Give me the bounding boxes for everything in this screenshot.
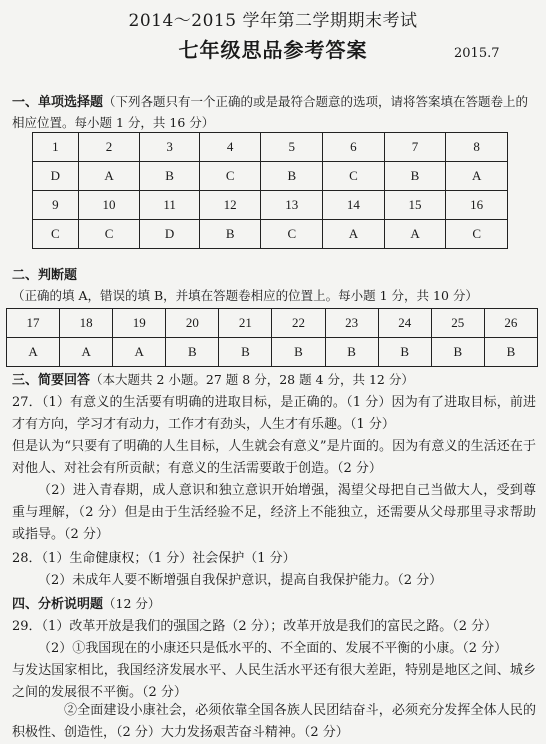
section1-cell: 7 [384, 133, 446, 162]
section1-cell: 15 [384, 191, 446, 220]
section4-heading-block [12, 594, 538, 615]
section2-cell: 23 [325, 309, 378, 338]
section2-cell: 20 [166, 309, 219, 338]
section2-cell: B [219, 338, 272, 367]
section1-cell: B [140, 162, 200, 191]
q27-part1-answer: 27．（1）有意义的生活要有明确的进取目标，是正确的。（1 分）因为有了进取目标，前进才有方向，学习才有动力，工作才有劲头，人生才有乐趣。（1 分） [12, 395, 536, 432]
section2-note: （正确的填 A，错误的填 B，并填在答题卷相应的位置上。每小题 1 分，共 10 分） [12, 288, 478, 303]
section1-cell: 2 [78, 133, 140, 162]
section1-cell: 4 [199, 133, 261, 162]
section1-row [33, 133, 508, 162]
section2-row [7, 309, 538, 338]
section2-cell: A [113, 338, 166, 367]
section1-cell: C [323, 162, 385, 191]
section2-cell: 21 [219, 309, 272, 338]
section2-answer-table [6, 308, 538, 367]
section3-heading: 三、简要回答 [12, 373, 91, 388]
section1-cell: B [384, 162, 446, 191]
q29-part2-answer: （2）①我国现在的小康还只是低水平的、不全面的、发展不平衡的小康。（2 分） [38, 641, 508, 656]
q29-part2-point2: ②全面建设小康社会，必须依靠全国各族人民团结奋斗，必须充分发挥全体人民的积极性、创造性，（2 分）大力发扬艰苦奋斗精神。（2 分） [12, 703, 536, 740]
section1-cell: C [78, 220, 140, 249]
section2-cell: 25 [431, 309, 484, 338]
section1-note: （下列各题只有一个正确的或是最符合题意的选项，请将答案填在答题卷上的相应位置。每小题 1 分，共 16 分） [12, 94, 529, 130]
section1-cell: C [33, 220, 79, 249]
section3-heading-block [12, 370, 538, 391]
section2-cell: B [378, 338, 431, 367]
section1-cell: C [446, 220, 508, 249]
q27-part1-continued: 但是认为“只要有了明确的人生目标，人生就会有意义”是片面的。因为有意义的生活还在于对他人、对社会有所贡献；有意义的生活需要敢于创造。（2 分） [12, 439, 536, 476]
section1-cell: 1 [33, 133, 79, 162]
section2-cell: 17 [7, 309, 60, 338]
section2-cell: 18 [60, 309, 113, 338]
section2-cell: A [60, 338, 113, 367]
section1-answer-table [32, 132, 508, 249]
section1-cell: A [78, 162, 140, 191]
section2-cell: 22 [272, 309, 325, 338]
section1-heading-block [12, 92, 538, 134]
section1-cell: D [140, 220, 200, 249]
section2-cell: B [272, 338, 325, 367]
section2-cell: A [7, 338, 60, 367]
section1-cell: C [261, 220, 323, 249]
section1-cell: 8 [446, 133, 508, 162]
section1-cell: B [261, 162, 323, 191]
section1-cell: C [199, 162, 261, 191]
section4-note: （12 分） [103, 596, 161, 611]
section2-heading-block [12, 266, 538, 307]
section1-cell: 5 [261, 133, 323, 162]
exam-date: 2015.7 [454, 46, 500, 61]
section2-cell: 24 [378, 309, 431, 338]
section1-cell: 6 [323, 133, 385, 162]
section3-note: （本大题共 2 小题。27 题 8 分，28 题 4 分，共 12 分） [90, 372, 414, 387]
q29-part2-continued: 与发达国家相比，我国经济发展水平、人民生活水平还有很大差距，特别是地区之间、城乡之间的发展很不平衡。（2 分） [12, 663, 536, 700]
section1-cell: 13 [261, 191, 323, 220]
section1-row [33, 162, 508, 191]
page-title: 七年级思品参考答案 [178, 38, 368, 62]
q28-part2-answer: （2）未成年人要不断增强自我保护意识，提高自我保护能力。（2 分） [38, 573, 443, 588]
section2-cell: B [166, 338, 219, 367]
section1-cell: D [33, 162, 79, 191]
q27-part2-answer: （2）进入青春期，成人意识和独立意识开始增强，渴望父母把自己当做大人，受到尊重与理解，（2 分）但是由于生活经验不足，经济上不能独立，还需要从父母那里寻求帮助或指导。（2 分） [12, 483, 536, 542]
section2-heading: 二、判断题 [12, 268, 78, 283]
section1-cell: 16 [446, 191, 508, 220]
section2-row [7, 338, 538, 367]
section2-cell: 26 [484, 309, 537, 338]
section1-row [33, 220, 508, 249]
section2-cell: B [325, 338, 378, 367]
section2-cell: B [431, 338, 484, 367]
section1-cell: 12 [199, 191, 261, 220]
exam-year-title: 2014～2015 学年第二学期期末考试 [128, 11, 418, 31]
q28-part1-answer: 28．（1）生命健康权；（1 分）社会保护（1 分） [12, 551, 296, 566]
section1-heading: 一、单项选择题 [12, 95, 104, 110]
section1-cell: A [384, 220, 446, 249]
q29-part1-answer: 29．（1）改革开放是我们的强国之路（2 分）；改革开放是我们的富民之路。（2 分） [12, 619, 498, 634]
section1-cell: 14 [323, 191, 385, 220]
section1-cell: 10 [78, 191, 140, 220]
section2-cell: B [484, 338, 537, 367]
section1-cell: B [199, 220, 261, 249]
section1-row [33, 191, 508, 220]
section1-cell: 11 [140, 191, 200, 220]
section1-cell: A [446, 162, 508, 191]
section1-cell: A [323, 220, 385, 249]
section1-cell: 3 [140, 133, 200, 162]
section1-cell: 9 [33, 191, 79, 220]
section4-heading: 四、分析说明题 [12, 597, 104, 612]
section2-cell: 19 [113, 309, 166, 338]
